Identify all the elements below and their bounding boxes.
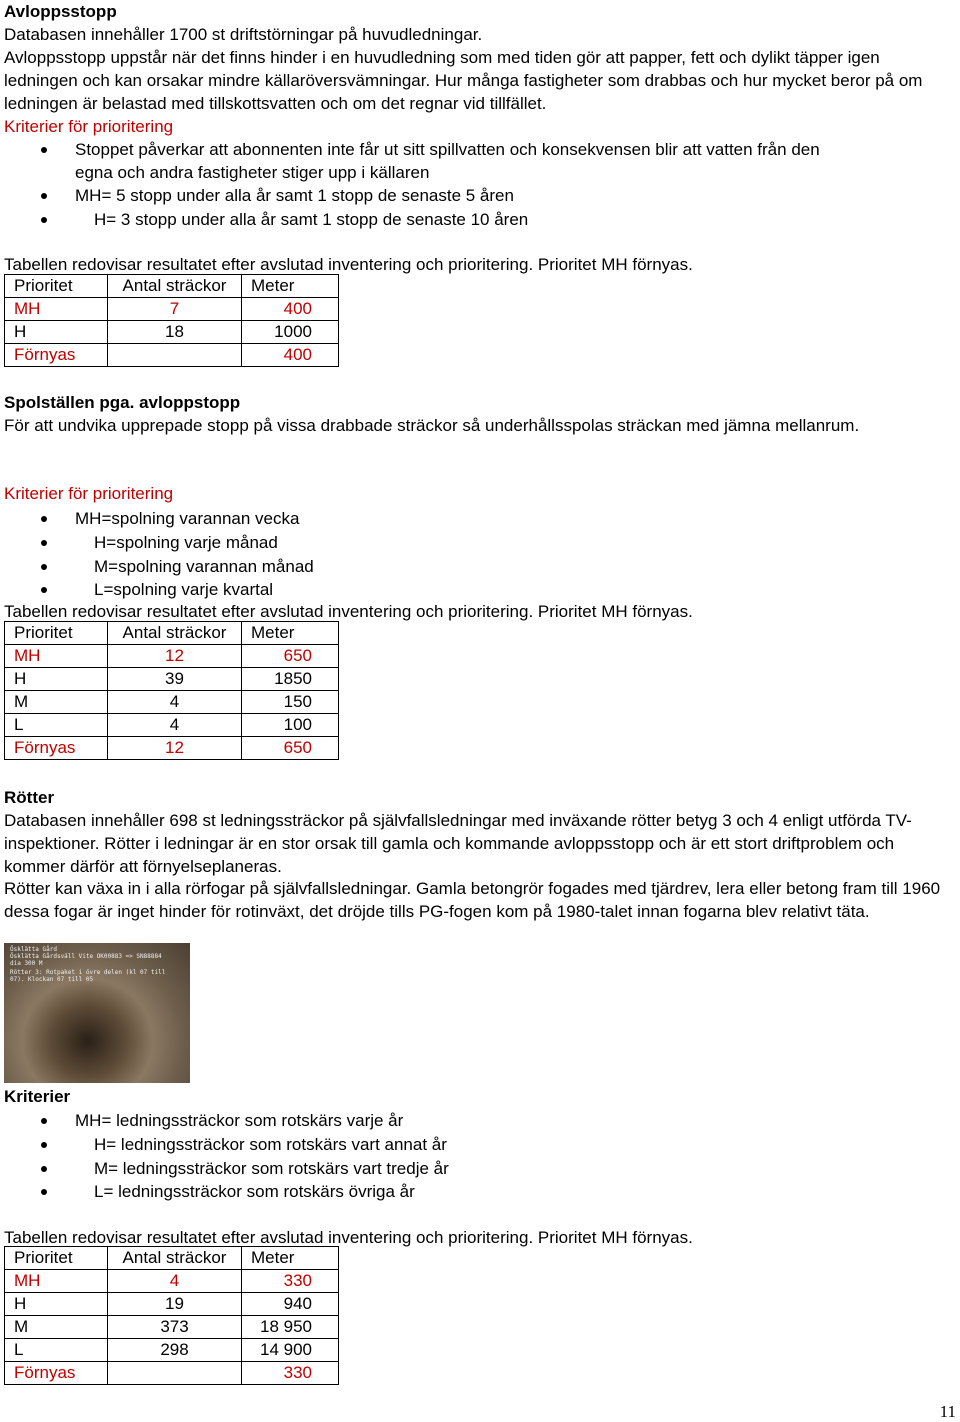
bullet-icon <box>41 1189 47 1195</box>
table-row: MH 4 330 <box>5 1270 339 1293</box>
bullet-icon <box>41 1142 47 1148</box>
header-cell: Prioritet <box>5 1247 108 1270</box>
table-intro: Tabellen redovisar resultatet efter avslutad inventering och prioritering. Prioritet MH förnyas. <box>4 602 693 621</box>
bullet-icon <box>41 516 47 522</box>
table-header-row <box>5 622 339 645</box>
paragraph: Rötter kan växa in i alla rörfogar på självfallsledningar. Gamla betongrör fogades med tjärdrev, lera eller betong fram till 1960 dessa fogar är inget hinder för rotinväxt, det dröjde tills PG-fogen kom på 1980-talet innan fogarna blev relativt täta. <box>4 879 941 921</box>
header-cell: Antal sträckor <box>108 275 242 298</box>
criteria-title: Kriterier för prioritering <box>4 117 174 136</box>
bullet-icon <box>41 147 47 153</box>
table-row: L 298 14 900 <box>5 1339 339 1362</box>
bullet-icon <box>41 587 47 593</box>
table-row: H 39 1850 <box>5 668 339 691</box>
bullet-icon <box>41 1166 47 1172</box>
criteria-title: Kriterier för prioritering <box>4 484 174 503</box>
pipe-inspection-photo: Ösklätta Gård Ösklätta Gårdsväll Vite OK00883 => SN88884 dia 300 M Rötter 3: Rotpaket i övre delen (kl 07 till 07). Klockan 07 till 05 <box>4 943 190 1083</box>
header-cell: Antal sträckor <box>108 1247 242 1270</box>
table-row: M 373 18 950 <box>5 1316 339 1339</box>
header-cell: Prioritet <box>5 275 108 298</box>
priority-table <box>4 621 339 760</box>
section-title-spolstallen: Spolställen pga. avloppstopp <box>4 393 241 412</box>
table-row: M 4 150 <box>5 691 339 714</box>
table-row: Förnyas 12 650 <box>5 737 339 760</box>
section-title-rotter: Rötter <box>4 788 55 807</box>
header-cell: Prioritet <box>5 622 108 645</box>
header-cell: Meter <box>242 1247 339 1270</box>
table-row: L 4 100 <box>5 714 339 737</box>
table-row: Förnyas 400 <box>5 344 339 367</box>
priority-table <box>4 274 339 367</box>
bullet-icon <box>41 1118 47 1124</box>
table-intro: Tabellen redovisar resultatet efter avslutad inventering och prioritering. Prioritet MH förnyas. <box>4 1228 693 1247</box>
paragraph: Databasen innehåller 1700 st driftstörningar på huvudledningar. <box>4 25 483 44</box>
paragraph: Avloppsstopp uppstår när det finns hinder i en huvudledning som med tiden gör att papper, fett och dylikt täpper igen ledningen och kan orsakar mindre källaröversvämningar. Hur många fastigheter som drabbas och hur mycket beror på om ledningen är belastad med tillskottsvatten och om det regnar vid tillfället. <box>4 48 923 113</box>
paragraph: För att undvika upprepade stopp på vissa drabbade sträckor så underhållsspolas sträckan med jämna mellanrum. <box>4 416 860 435</box>
bullet-icon <box>41 193 47 199</box>
header-cell: Meter <box>242 275 339 298</box>
header-cell: Meter <box>242 622 339 645</box>
table-header-row <box>5 275 339 298</box>
paragraph: Databasen innehåller 698 st ledningssträckor på självfallsledningar med inväxande rötter betyg 3 och 4 enligt utförda TV-inspektioner. Rötter i ledningar är en stor orsak till gamla och kommande avloppsstopp och är ett stort driftproblem och kommer därför att förnyelseplaneras. <box>4 811 912 876</box>
criteria-title: Kriterier <box>4 1087 71 1106</box>
table-intro: Tabellen redovisar resultatet efter avslutad inventering och prioritering. Prioritet MH förnyas. <box>4 255 693 274</box>
table-header-row <box>5 1247 339 1270</box>
bullet-icon <box>41 564 47 570</box>
table-row: Förnyas 330 <box>5 1362 339 1385</box>
page-number: 11 <box>939 1402 956 1421</box>
priority-table <box>4 1246 339 1385</box>
table-row: MH 7 400 <box>5 298 339 321</box>
section-title-avloppsstopp: Avloppsstopp <box>4 2 117 21</box>
table-row: MH 12 650 <box>5 645 339 668</box>
header-cell: Antal sträckor <box>108 622 242 645</box>
bullet-icon <box>41 217 47 223</box>
table-row: H 18 1000 <box>5 321 339 344</box>
bullet-icon <box>41 540 47 546</box>
table-row: H 19 940 <box>5 1293 339 1316</box>
